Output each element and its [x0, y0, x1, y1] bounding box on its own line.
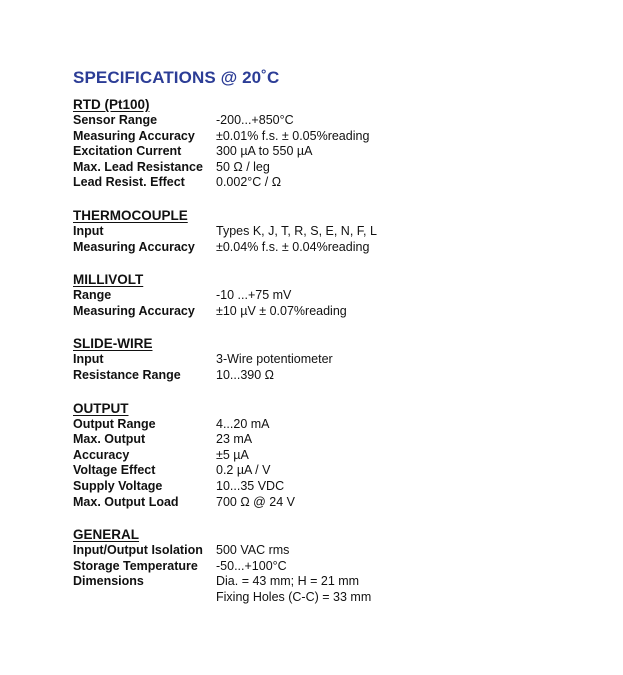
spec-value: 10...35 VDC [216, 478, 285, 493]
section-millivolt [73, 272, 593, 319]
spec-label: Input/Output Isolation [73, 543, 203, 558]
spec-value: Types K, J, T, R, S, E, N, F, L [216, 223, 377, 238]
spec-value: 23 mA [216, 432, 253, 447]
spec-label: Storage Temperature [73, 558, 198, 573]
spec-row [73, 448, 593, 464]
spec-label: Sensor Range [73, 113, 158, 127]
spec-row [73, 175, 593, 191]
spec-value: ±0.01% f.s. ± 0.05%reading [216, 128, 370, 143]
spec-sheet [73, 68, 593, 622]
spec-value: 4...20 mA [216, 416, 270, 431]
spec-value: ±0.04% f.s. ± 0.04%reading [216, 239, 370, 254]
spec-row [73, 559, 593, 575]
section-rtd [73, 97, 593, 191]
spec-row [73, 590, 593, 606]
spec-label: Excitation Current [73, 144, 182, 159]
spec-value: 50 Ω / leg [216, 159, 270, 174]
spec-value: 300 µA to 550 µA [216, 144, 313, 159]
page-title: SPECIFICATIONS @ 20˚C [73, 68, 280, 87]
spec-label: Measuring Accuracy [73, 303, 195, 318]
section-output [73, 401, 593, 511]
spec-row [73, 368, 593, 384]
spec-value: -10 ...+75 mV [216, 288, 292, 303]
section-slide-wire [73, 336, 593, 383]
spec-row [73, 240, 593, 256]
spec-label: Input [73, 223, 104, 238]
section-title: GENERAL [73, 527, 140, 543]
spec-row [73, 352, 593, 368]
spec-label: Dimensions [73, 574, 144, 589]
spec-label: Input [73, 352, 104, 367]
spec-value: 0.002°C / Ω [216, 175, 282, 190]
section-general [73, 527, 593, 605]
spec-row [73, 432, 593, 448]
spec-value: Fixing Holes (C-C) = 33 mm [216, 589, 372, 604]
spec-value: 10...390 Ω [216, 367, 274, 382]
spec-label: Max. Output [73, 432, 146, 447]
section-title: RTD (Pt100) [73, 97, 150, 112]
spec-row [73, 479, 593, 495]
section-title: MILLIVOLT [73, 272, 144, 288]
section-thermocouple [73, 208, 593, 255]
spec-value: 3-Wire potentiometer [216, 352, 333, 367]
spec-value: 700 Ω @ 24 V [216, 494, 296, 509]
spec-value: ±10 µV ± 0.07%reading [216, 303, 347, 318]
spec-row [73, 495, 593, 511]
section-title: OUTPUT [73, 400, 129, 416]
spec-label: Measuring Accuracy [73, 239, 195, 254]
spec-label: Supply Voltage [73, 478, 163, 493]
spec-row [73, 113, 593, 129]
spec-row [73, 288, 593, 304]
spec-row [73, 160, 593, 176]
section-title: SLIDE-WIRE [73, 336, 153, 352]
spec-label: Resistance Range [73, 367, 181, 382]
spec-value: 500 VAC rms [216, 543, 290, 558]
spec-label: Accuracy [73, 447, 130, 462]
spec-label: Voltage Effect [73, 463, 156, 478]
spec-label: Range [73, 288, 112, 303]
section-title: THERMOCOUPLE [73, 207, 188, 223]
spec-row [73, 463, 593, 479]
spec-row [73, 304, 593, 320]
spec-row [73, 417, 593, 433]
spec-label: Max. Lead Resistance [73, 159, 203, 174]
spec-row [73, 574, 593, 590]
spec-value: Dia. = 43 mm; H = 21 mm [216, 574, 360, 589]
spec-label: Lead Resist. Effect [73, 175, 185, 190]
spec-label [73, 590, 216, 606]
spec-row [73, 224, 593, 240]
spec-label: Output Range [73, 416, 156, 431]
spec-value: -50...+100°C [216, 558, 287, 573]
spec-label: Max. Output Load [73, 494, 179, 509]
spec-value: 0.2 µA / V [216, 463, 271, 478]
spec-row [73, 543, 593, 559]
spec-label: Measuring Accuracy [73, 128, 195, 143]
spec-value: ±5 µA [216, 447, 249, 462]
spec-row [73, 129, 593, 145]
spec-value: -200...+850°C [216, 113, 294, 127]
spec-row [73, 144, 593, 160]
